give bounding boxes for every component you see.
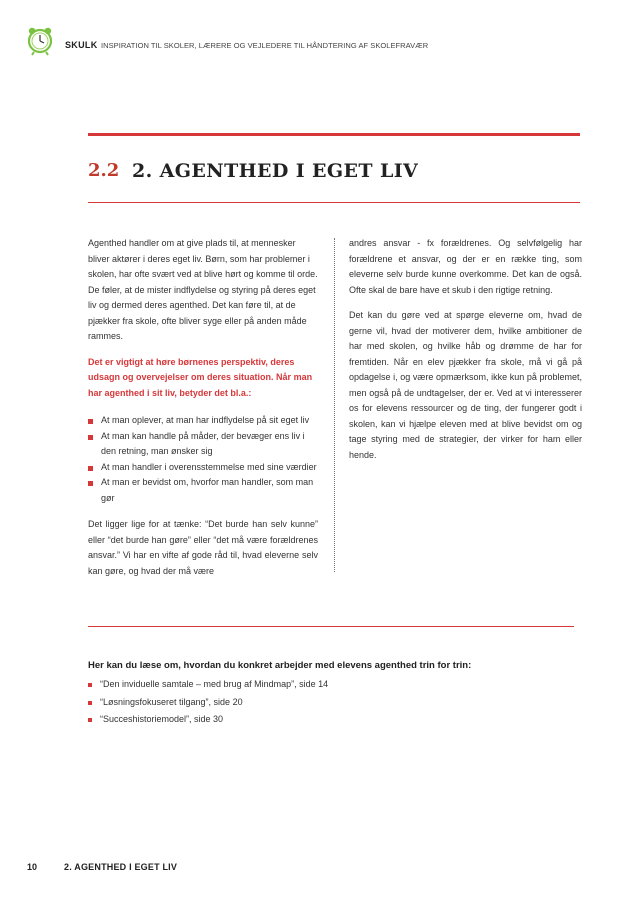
list-item: At man er bevidst om, hvorfor man handler, som man gør: [88, 475, 318, 506]
closing-paragraph: Det ligger lige for at tænke: “Det burde han selv kunne” eller “det burde han gøre” eller “det må være forældrenes ansvar.” Vi har en vifte af gode råd til, hvad eleverne selv kan gøre, og hvad der må være: [88, 519, 318, 576]
read-more-item: “Den inviduelle samtale – med brug af Mindmap”, side 14: [88, 676, 328, 694]
right-column: [349, 236, 582, 463]
highlight-paragraph: Det er vigtigt at høre børnenes perspektiv, deres udsagn og overvejelser om deres situation. Når man har agenthed i sit liv, betyder det bl.a.:: [88, 356, 313, 398]
title-divider: [88, 202, 580, 203]
read-more-item: “Succeshistoriemodel”, side 30: [88, 711, 328, 729]
section-number: 2.2: [88, 160, 120, 181]
header-tagline: INSPIRATION TIL SKOLER, LÆRERE OG VEJLEDERE TIL HÅNDTERING AF SKOLEFRAVÆR: [101, 41, 429, 50]
advice-paragraph: Det kan du gøre ved at spørge eleverne om, hvad de gerne vil, hvad der motiverer dem, hvilke ambitioner de har med skolen, og hvilke håb og drømme de har for fremtiden. Når en elev pjækker fra skole, må vi gå på opdagelse i, og være opmærksom, ikke kun på problemet, men også på de undtagelser, der er. Ved at vi interesserer os for elevens ressourcer og de ting, der fungerer godt i skolen, kan vi hjælpe eleven med at blive bevidst om og tage styring med de strategier, der virker for ham eller hende.: [349, 310, 582, 460]
read-more-item: “Løsningsfokuseret tilgang”, side 20: [88, 694, 328, 712]
read-more-title: Her kan du læse om, hvordan du konkret arbejder med elevens agenthed trin for trin:: [88, 660, 472, 671]
section-title: 2. AGENTHED I EGET LIV: [132, 160, 419, 182]
list-item: At man handler i overensstemmelse med sine værdier: [88, 460, 318, 476]
continued-paragraph: andres ansvar - fx forældrenes. Og selvfølgelig har forældrene et ansvar, og der er en række ting, som eleverne selv burde kunne overkomme. Det kan de også. Ofte skal de bare have et skub i den rigtige retning.: [349, 238, 582, 295]
page-number: 10: [27, 862, 38, 872]
intro-paragraph: Agenthed handler om at give plads til, at mennesker bliver aktører i deres eget liv. Børn, som har problemer i skolen, har ofte svært ved at blive hørt og komme til orde. De føler, at de mister indflydelse og styring på deres eget liv og dermed deres agenthed. Det kan føre til, at de pjækker fra skole, ofte bliver syge eller på anden måde rammes.: [88, 238, 318, 341]
read-more-list: [88, 676, 328, 729]
top-divider: [88, 133, 580, 136]
list-item: At man oplever, at man har indflydelse på sit eget liv: [88, 413, 318, 429]
agency-list: [88, 413, 318, 506]
footer-section-title: 2. AGENTHED I EGET LIV: [64, 862, 178, 872]
bottom-divider: [88, 626, 574, 627]
left-column: [88, 236, 318, 579]
brand-name: SKULK: [65, 40, 98, 50]
list-item: At man kan handle på måder, der bevæger ens liv i den retning, man ønsker sig: [88, 429, 318, 460]
alarm-clock-icon: [24, 24, 56, 56]
column-divider: [334, 238, 335, 572]
